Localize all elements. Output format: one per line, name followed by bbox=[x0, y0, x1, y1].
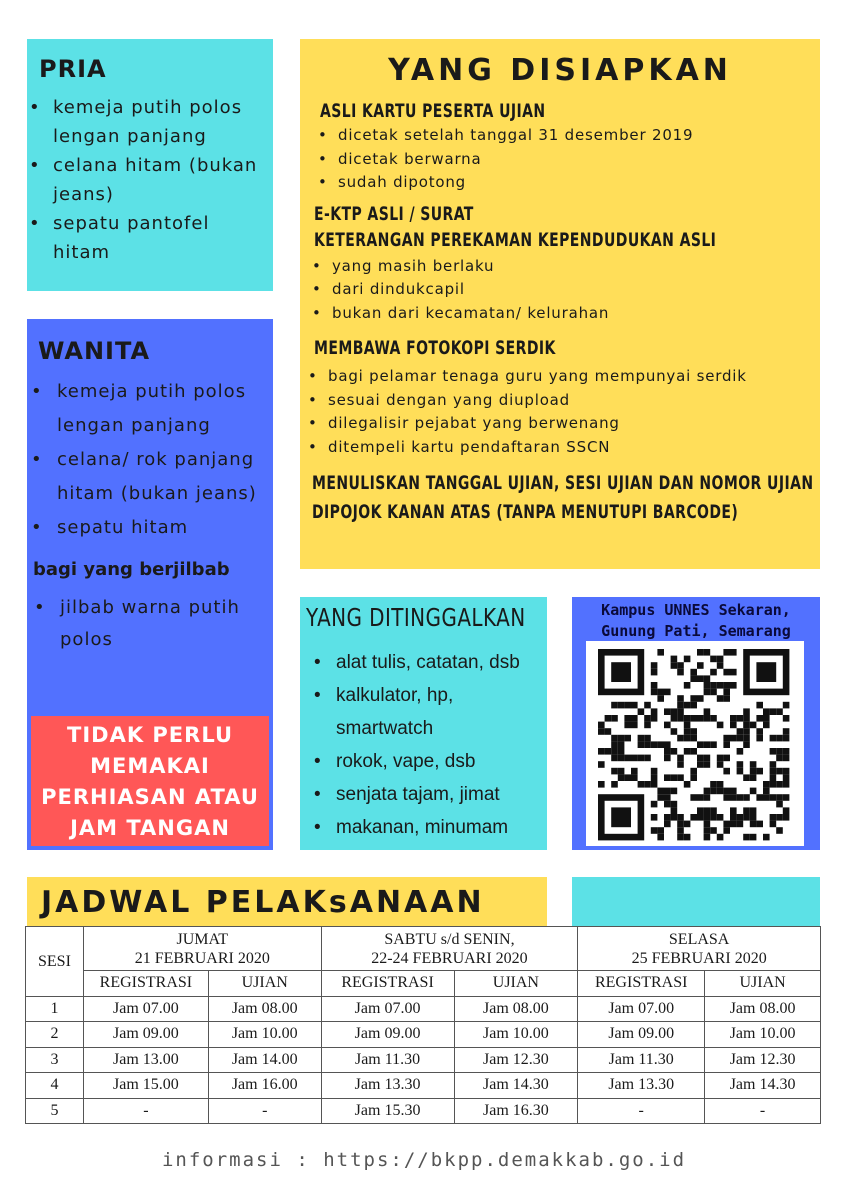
col-header: UJIAN bbox=[454, 971, 578, 997]
time-cell: Jam 08.00 bbox=[705, 996, 821, 1022]
time-cell: Jam 07.00 bbox=[83, 996, 208, 1022]
day-header bbox=[321, 927, 578, 971]
time-cell: Jam 09.00 bbox=[321, 1022, 454, 1048]
jadwal-title: JADWAL PELAKsANAAN bbox=[41, 885, 485, 920]
day-header bbox=[83, 927, 321, 971]
list-item: • kemeja putih polos lengan panjang bbox=[53, 93, 273, 151]
table-row bbox=[26, 1098, 821, 1124]
time-cell: Jam 12.30 bbox=[705, 1047, 821, 1073]
time-cell: Jam 16.30 bbox=[454, 1098, 578, 1124]
list-item: • senjata tajam, jimat bbox=[336, 778, 547, 811]
list-item: • sesuai dengan yang diupload bbox=[328, 389, 820, 413]
table-row bbox=[26, 996, 821, 1022]
lokasi-panel bbox=[572, 597, 820, 850]
lokasi-line: Gunung Pati, Semarang bbox=[601, 622, 791, 640]
schedule-table bbox=[25, 926, 821, 1124]
day-date: 22-24 FEBRUARI 2020 bbox=[371, 949, 528, 967]
day-date: 21 FEBRUARI 2020 bbox=[134, 949, 270, 967]
col-header: REGISTRASI bbox=[83, 971, 208, 997]
time-cell: Jam 13.30 bbox=[321, 1073, 454, 1099]
day-name: SELASA bbox=[668, 930, 730, 948]
decor-bar bbox=[572, 877, 820, 927]
jilbab-title: bagi yang berjilbab bbox=[33, 559, 230, 580]
list-item: • sepatu hitam bbox=[57, 511, 273, 545]
list-item: • bagi pelamar tenaga guru yang mempunyai serdik bbox=[328, 365, 820, 389]
sesi-cell: 1 bbox=[26, 996, 84, 1022]
time-cell: Jam 14.30 bbox=[705, 1073, 821, 1099]
list-item: • celana hitam (bukan jeans) bbox=[53, 151, 273, 209]
pria-list bbox=[53, 93, 273, 267]
time-cell: - bbox=[208, 1098, 321, 1124]
list-item: • dicetak setelah tanggal 31 desember 2019 bbox=[338, 124, 820, 148]
day-name: JUMAT bbox=[176, 930, 229, 948]
ditinggalkan-title: YANG DITINGGALKAN bbox=[306, 603, 526, 632]
day-date: 25 FEBRUARI 2020 bbox=[631, 949, 767, 967]
col-header: UJIAN bbox=[705, 971, 821, 997]
s2-list bbox=[332, 255, 820, 326]
section-title: ASLI KARTU PESERTA UJIAN bbox=[320, 100, 546, 122]
wanita-panel bbox=[27, 319, 273, 850]
time-cell: Jam 10.00 bbox=[208, 1022, 321, 1048]
time-cell: - bbox=[705, 1098, 821, 1124]
time-cell: Jam 15.30 bbox=[321, 1098, 454, 1124]
disiapkan-title: YANG DISIAPKAN bbox=[388, 53, 732, 88]
list-item: • dicetak berwarna bbox=[338, 148, 820, 172]
info-link[interactable]: informasi : https://bkpp.demakkab.go.id bbox=[161, 1149, 687, 1171]
s1-list bbox=[338, 124, 820, 195]
time-cell: Jam 10.00 bbox=[454, 1022, 578, 1048]
disiapkan-panel bbox=[300, 39, 820, 569]
col-header: UJIAN bbox=[208, 971, 321, 997]
pria-panel bbox=[27, 39, 273, 291]
time-cell: - bbox=[83, 1098, 208, 1124]
time-cell: Jam 09.00 bbox=[578, 1022, 705, 1048]
time-cell: Jam 07.00 bbox=[578, 996, 705, 1022]
list-item: • sepatu pantofel hitam bbox=[53, 209, 273, 267]
pria-title: PRIA bbox=[39, 55, 107, 83]
wanita-title: WANITA bbox=[38, 337, 151, 365]
list-item: • alat tulis, catatan, dsb bbox=[336, 646, 547, 679]
list-item: • bukan dari kecamatan/ kelurahan bbox=[332, 302, 820, 326]
time-cell: Jam 12.30 bbox=[454, 1047, 578, 1073]
time-cell: Jam 16.00 bbox=[208, 1073, 321, 1099]
section-title: E-KTP ASLI / SURAT bbox=[314, 202, 474, 225]
time-cell: Jam 14.30 bbox=[454, 1073, 578, 1099]
time-cell: Jam 08.00 bbox=[208, 996, 321, 1022]
section-title: MEMBAWA FOTOKOPI SERDIK bbox=[314, 337, 556, 359]
sesi-header: SESI bbox=[26, 927, 84, 997]
col-header: REGISTRASI bbox=[321, 971, 454, 997]
time-cell: Jam 15.00 bbox=[83, 1073, 208, 1099]
table-row bbox=[26, 1047, 821, 1073]
list-item: • dari dindukcapil bbox=[332, 278, 820, 302]
time-cell: Jam 08.00 bbox=[454, 996, 578, 1022]
jilbab-list bbox=[60, 592, 273, 656]
list-item: • ditempeli kartu pendaftaran SSCN bbox=[328, 436, 820, 460]
table-row bbox=[26, 1022, 821, 1048]
list-item: • jilbab warna putih polos bbox=[60, 592, 273, 656]
list-item: • kemeja putih polos lengan panjang bbox=[57, 375, 273, 443]
list-item: • celana/ rok panjang hitam (bukan jeans) bbox=[57, 443, 273, 511]
list-item: • dilegalisir pejabat yang berwenang bbox=[328, 412, 820, 436]
time-cell: Jam 10.00 bbox=[705, 1022, 821, 1048]
s3-list bbox=[328, 365, 820, 459]
section-title: MENULISKAN TANGGAL UJIAN, SESI UJIAN DAN NOMOR UJIAN bbox=[312, 472, 814, 494]
col-header: REGISTRASI bbox=[578, 971, 705, 997]
time-cell: Jam 09.00 bbox=[83, 1022, 208, 1048]
jadwal-band bbox=[27, 877, 547, 927]
time-cell: - bbox=[578, 1098, 705, 1124]
section-title: KETERANGAN PEREKAMAN KEPENDUDUKAN ASLI bbox=[314, 228, 717, 251]
sesi-cell: 3 bbox=[26, 1047, 84, 1073]
ditinggalkan-panel bbox=[300, 597, 547, 850]
time-cell: Jam 11.30 bbox=[321, 1047, 454, 1073]
qr-code-icon[interactable] bbox=[586, 641, 804, 846]
time-cell: Jam 11.30 bbox=[578, 1047, 705, 1073]
ditinggalkan-list bbox=[336, 646, 547, 844]
list-item: • kalkulator, hp, smartwatch bbox=[336, 679, 547, 745]
time-cell: Jam 14.00 bbox=[208, 1047, 321, 1073]
day-name: SABTU s/d SENIN, bbox=[384, 930, 515, 948]
wanita-list bbox=[57, 375, 273, 545]
day-header bbox=[578, 927, 821, 971]
lokasi-line: Kampus UNNES Sekaran, bbox=[601, 601, 791, 619]
time-cell: Jam 07.00 bbox=[321, 996, 454, 1022]
time-cell: Jam 13.00 bbox=[83, 1047, 208, 1073]
list-item: • yang masih berlaku bbox=[332, 255, 820, 279]
sesi-cell: 5 bbox=[26, 1098, 84, 1124]
jewelry-note: TIDAK PERLU MEMAKAI PERHIASAN ATAU JAM TANGAN bbox=[31, 716, 269, 846]
table-row bbox=[26, 1073, 821, 1099]
list-item: • sudah dipotong bbox=[338, 171, 820, 195]
sesi-cell: 4 bbox=[26, 1073, 84, 1099]
section-title: DIPOJOK KANAN ATAS (TANPA MENUTUPI BARCODE) bbox=[312, 501, 739, 523]
lokasi-text bbox=[572, 600, 820, 642]
sesi-cell: 2 bbox=[26, 1022, 84, 1048]
list-item: • rokok, vape, dsb bbox=[336, 745, 547, 778]
time-cell: Jam 13.30 bbox=[578, 1073, 705, 1099]
list-item: • makanan, minumam bbox=[336, 811, 547, 844]
